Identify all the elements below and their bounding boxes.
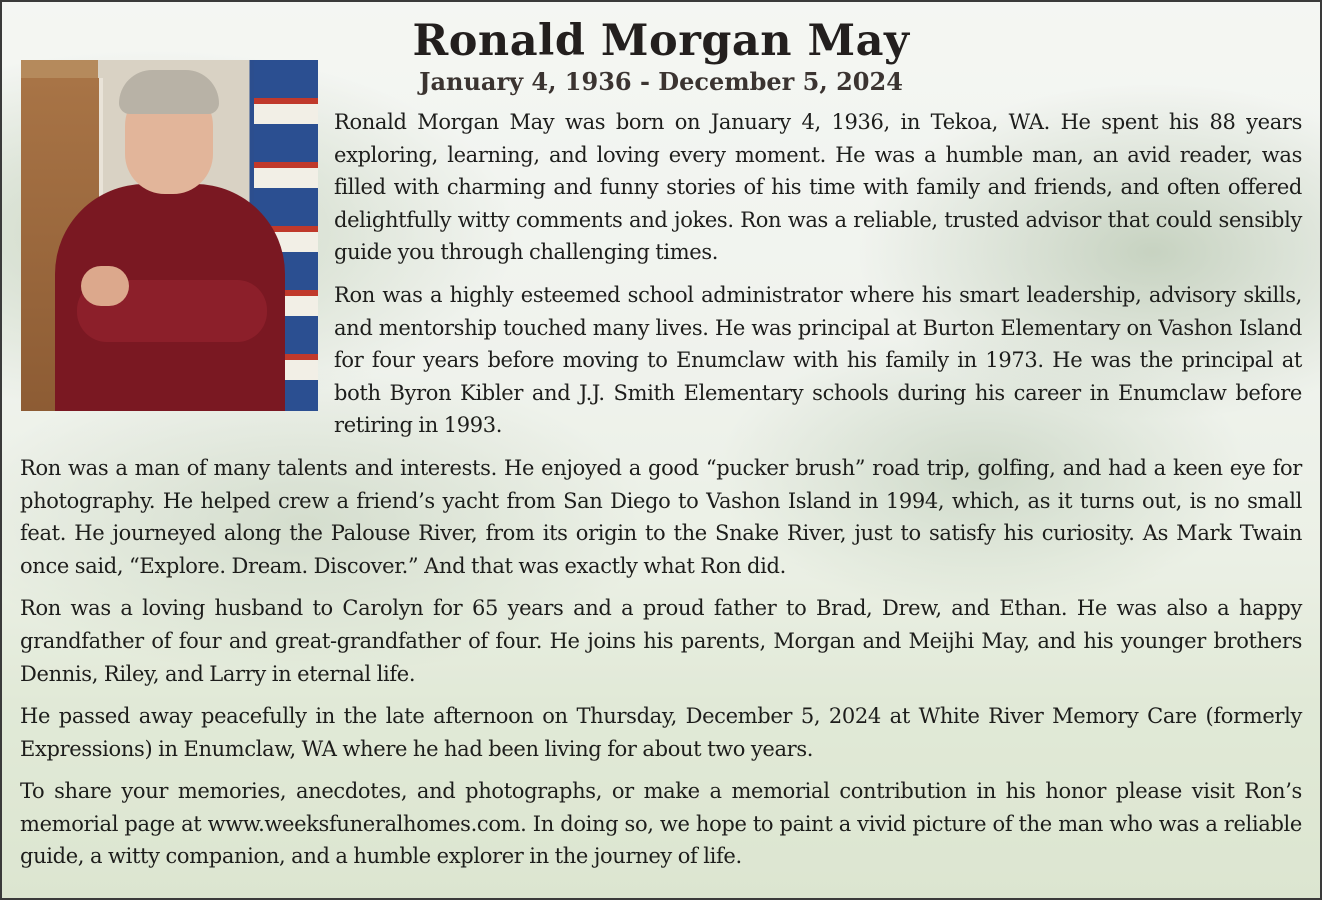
paragraph-family: Ron was a loving husband to Carolyn for 65 years and a proud father to Brad, Drew, and Ethan. He was also a happy grandfather of four and great-grandfather of four. He joins his parents, Morgan and Meijhi May, and his younger brothers Dennis, Riley, and Larry in eternal life. [20,596,1302,686]
photo-hair [119,70,219,114]
paragraph-passing: He passed away peacefully in the late afternoon on Thursday, December 5, 2024 at White River Memory Care (formerly Expressions) in Enumclaw, WA where he had been living for about two years. [20,704,1302,761]
obituary-dates: January 4, 1936 - December 5, 2024 [419,67,903,96]
paragraph-interests: Ron was a man of many talents and interests. He enjoyed a good “pucker brush” road trip, golfing, and had a keen eye for photography. He helped crew a friend’s yacht from San Diego to Vashon Island in 1994, which, as it turns out, is no small feat. He journeyed along the Palouse River, from its origin to the Snake River, just to satisfy his curiosity. As Mark Twain once said, “Explore. Dream. Discover.” And that was exactly what Ron did. [20,455,1302,578]
paragraph-early-life: Ronald Morgan May was born on January 4, 1936, in Tekoa, WA. He spent his 88 years exploring, learning, and loving every moment. He was a humble man, an avid reader, was filled with charming and funny stories of his time with family and friends, and often offered delightfully witty comments and jokes. Ron was a reliable, trusted advisor that could sensibly guide you through challenging times. [334,110,1302,265]
paragraph-memorial: To share your memories, anecdotes, and photographs, or make a memorial contribution in his honor please visit Ron’s memorial page at www.weeksfuneralhomes.com. In doing so, we hope to paint a vivid picture of the man who was a reliable guide, a witty companion, and a humble explorer in the journey of life. [20,779,1302,869]
paragraph-career: Ron was a highly esteemed school administrator where his smart leadership, advisory skills, and mentorship touched many lives. He was principal at Burton Elementary on Vashon Island for four years before moving to Enumclaw with his family in 1973. He was the principal at both Byron Kibler and J.J. Smith Elementary schools during his career in Enumclaw before retiring in 1993. [334,282,1302,438]
obituary-name: Ronald Morgan May [412,16,910,66]
obituary-content [2,2,1320,873]
portrait-photo [21,60,318,411]
photo-hand [81,266,129,306]
